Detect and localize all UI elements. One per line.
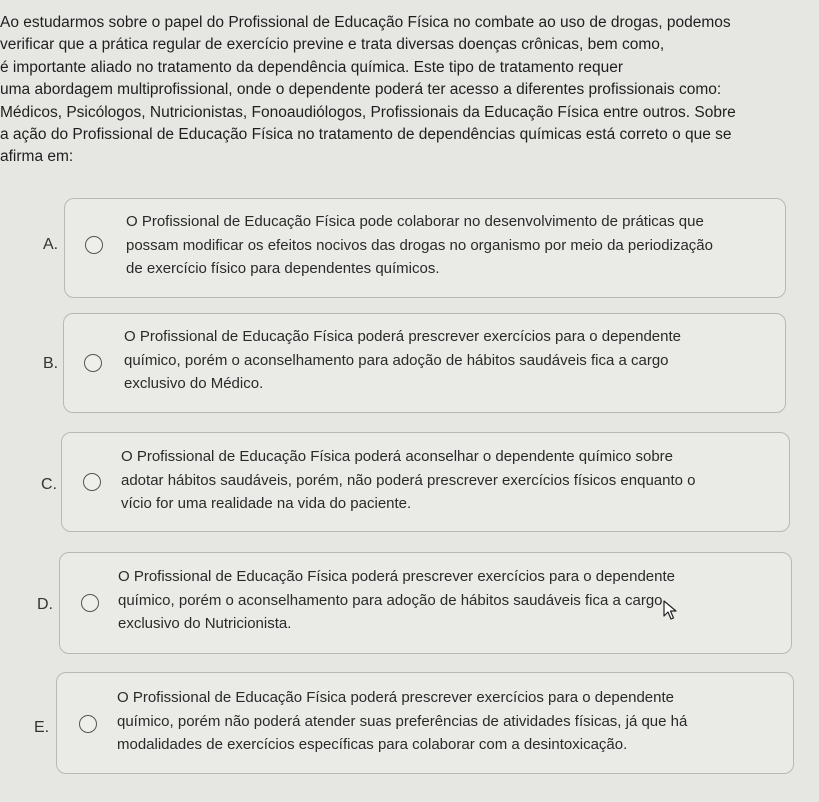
option-b-radio[interactable] (84, 354, 102, 372)
option-c-radio[interactable] (83, 473, 101, 491)
option-d-line: químico, porém o aconselhamento para adoção de hábitos saudáveis fica a cargo (118, 591, 663, 609)
question-line: afirma em: (0, 148, 74, 166)
question-line: é importante aliado no tratamento da dependência química. Este tipo de tratamento requer (0, 58, 623, 76)
option-e-text (117, 686, 687, 757)
option-d-letter: D. (37, 596, 53, 613)
option-b-line: exclusivo do Médico. (124, 375, 264, 392)
option-e-line: O Profissional de Educação Física poderá prescrever exercícios para o dependente (117, 689, 674, 706)
option-e-letter: E. (34, 719, 50, 736)
option-c-line: vício for uma realidade na vida do paciente. (121, 495, 412, 512)
question-line: Médicos, Psicólogos, Nutricionistas, Fonoaudiólogos, Profissionais da Educação Física entre outros. Sobre (0, 103, 736, 121)
question-text (0, 12, 805, 169)
option-a-line: O Profissional de Educação Física pode colaborar no desenvolvimento de práticas que (126, 213, 704, 230)
question-line: verificar que a prática regular de exercício previne e trata diversas doenças crônicas, bem como, (0, 36, 665, 54)
question-line: Ao estudarmos sobre o papel do Profissional de Educação Física no combate ao uso de drogas, podemos (0, 14, 731, 31)
option-a-text (126, 210, 713, 281)
option-e-line: químico, porém não poderá atender suas preferências de atividades físicas, já que há (117, 712, 688, 730)
option-d-line: O Profissional de Educação Física poderá prescrever exercícios para o dependente (118, 568, 675, 585)
option-b-letter: B. (43, 355, 59, 372)
option-a-radio[interactable] (85, 236, 103, 254)
option-d-text (118, 565, 675, 636)
option-c-text (121, 445, 696, 516)
option-e-line: modalidades de exercícios específicas para colaborar com a desintoxicação. (117, 736, 628, 753)
mouse-cursor-icon (663, 600, 677, 620)
option-d-radio[interactable] (81, 594, 99, 612)
option-d-line: exclusivo do Nutricionista. (118, 615, 292, 632)
question-line: a ação do Profissional de Educação Física no tratamento de dependências químicas está correto o que se (0, 126, 732, 144)
option-c-line: O Profissional de Educação Física poderá aconselhar o dependente químico sobre (121, 448, 674, 465)
option-c-line: adotar hábitos saudáveis, porém, não poderá prescrever exercícios físicos enquanto o (121, 471, 696, 489)
option-e-radio[interactable] (79, 715, 97, 733)
option-a-line: possam modificar os efeitos nocivos das drogas no organismo por meio da periodização (126, 236, 713, 254)
option-b-line: O Profissional de Educação Física poderá prescrever exercícios para o dependente (124, 328, 681, 345)
option-c-letter: C. (41, 476, 57, 493)
option-a-letter: A. (43, 236, 59, 253)
option-b-line: químico, porém o aconselhamento para adoção de hábitos saudáveis fica a cargo (124, 351, 669, 369)
option-a-line: de exercício físico para dependentes químicos. (126, 260, 440, 277)
question-line: uma abordagem multiprofissional, onde o dependente poderá ter acesso a diferentes profissionais como: (0, 81, 722, 99)
option-b-text (124, 325, 681, 396)
